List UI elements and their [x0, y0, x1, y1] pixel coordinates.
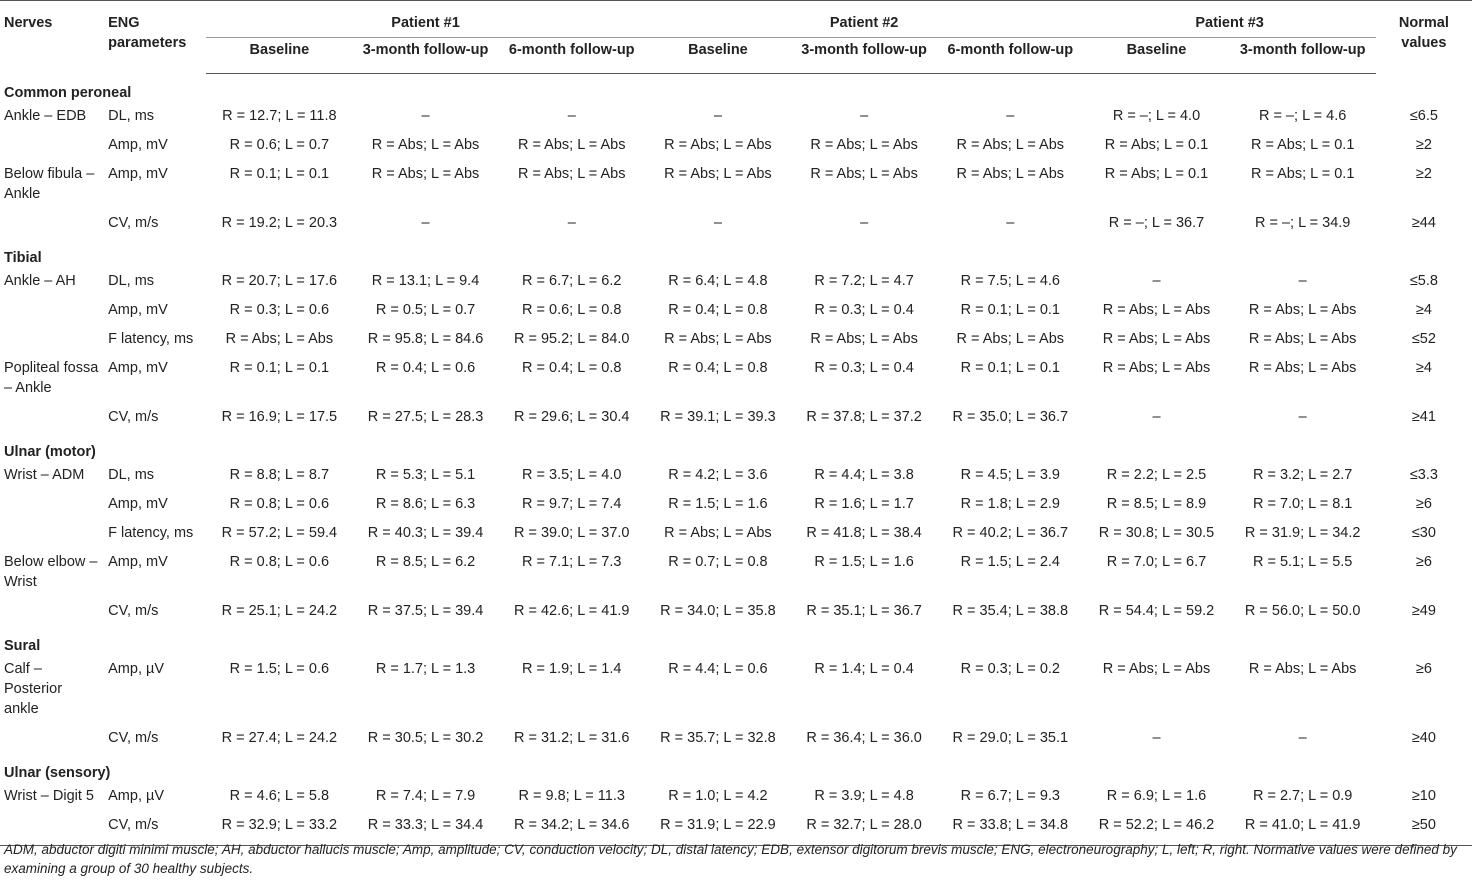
value-cell: R = 39.1; L = 39.3: [660, 409, 776, 425]
value-cell: R = 3.5; L = 4.0: [522, 467, 622, 483]
eng-parameter-cell: CV, m/s: [108, 215, 159, 231]
table-row: [0, 297, 1472, 326]
nerve-segment-cell: [0, 725, 104, 754]
eng-parameter-cell: Amp, mV: [108, 302, 168, 318]
eng-parameter-cell: Amp, µV: [108, 661, 165, 677]
nerve-segment-cell: Ankle – EDB: [4, 108, 87, 124]
header-p3-baseline: Baseline: [1083, 38, 1229, 74]
value-cell: R = Abs; L = Abs: [1248, 331, 1357, 347]
value-cell: R = Abs; L = Abs: [810, 137, 918, 153]
section-row-sural: [0, 627, 1472, 656]
nerve-segment-cell: [0, 404, 104, 433]
normal-value-cell: ≥10: [1411, 788, 1436, 804]
value-cell: R = 9.7; L = 7.4: [522, 496, 622, 512]
value-cell: R = 35.1; L = 36.7: [806, 603, 922, 619]
nerve-segment-cell: [0, 210, 104, 239]
value-cell: R = 27.4; L = 24.2: [221, 730, 338, 746]
value-cell: R = 29.0; L = 35.1: [952, 730, 1069, 746]
header-patient-2: Patient #2: [645, 1, 1084, 38]
value-cell: R = 31.2; L = 31.6: [513, 730, 630, 746]
value-cell: R = Abs; L = Abs: [1248, 360, 1357, 376]
value-cell: R = Abs; L = 0.1: [1250, 137, 1355, 153]
value-cell: R = 4.2; L = 3.6: [668, 467, 768, 483]
value-cell: R = 1.7; L = 1.3: [375, 661, 476, 677]
eng-parameter-cell: CV, m/s: [104, 812, 206, 846]
value-cell: R = Abs; L = Abs: [1248, 302, 1357, 318]
value-cell: R = 8.5; L = 6.2: [375, 554, 476, 570]
eng-parameter-cell: Amp, mV: [108, 166, 168, 182]
value-cell: R = 1.8; L = 2.9: [960, 496, 1060, 512]
normal-value-cell: ≥49: [1411, 603, 1436, 619]
table-row: [0, 355, 1472, 404]
value-cell: R = 7.5; L = 4.6: [960, 273, 1060, 289]
value-cell: R = Abs; L = Abs: [664, 166, 772, 182]
value-cell: R = 0.5; L = 0.7: [375, 302, 476, 318]
value-cell: –: [1006, 108, 1015, 124]
value-cell: R = 20.7; L = 17.6: [221, 273, 338, 289]
table-row: [0, 210, 1472, 239]
value-cell: R = Abs; L = Abs: [1102, 360, 1211, 376]
value-cell: R = 6.9; L = 1.6: [1106, 788, 1207, 804]
eng-parameter-cell: DL, ms: [108, 108, 155, 124]
nerve-segment-cell: [0, 297, 104, 326]
value-cell: R = 12.7; L = 11.8: [222, 108, 337, 124]
value-cell: –: [1298, 273, 1307, 289]
value-cell: –: [1152, 409, 1161, 425]
value-cell: –: [567, 108, 576, 124]
value-cell: R = Abs; L = Abs: [1102, 331, 1211, 347]
section-row-ulnar-sensory: [0, 754, 1472, 783]
section-row-ulnar-motor: [0, 433, 1472, 462]
header-patient-1: Patient #1: [206, 1, 645, 38]
value-cell: R = 0.1; L = 0.1: [960, 302, 1060, 318]
value-cell: R = 0.8; L = 0.6: [229, 554, 330, 570]
value-cell: R = 5.3; L = 5.1: [375, 467, 476, 483]
normal-value-cell: ≥4: [1415, 302, 1432, 318]
value-cell: R = 25.1; L = 24.2: [221, 603, 338, 619]
normal-value-cell: ≤5.8: [1409, 273, 1438, 289]
value-cell: R = 32.7; L = 28.0: [791, 812, 937, 846]
section-title: Common peroneal: [4, 85, 132, 101]
value-cell: R = 35.4; L = 38.8: [952, 603, 1069, 619]
value-cell: –: [860, 108, 869, 124]
value-cell: –: [567, 215, 576, 231]
value-cell: R = Abs; L = Abs: [664, 137, 772, 153]
value-cell: R = 40.2; L = 36.7: [952, 525, 1069, 541]
value-cell: R = 0.6; L = 0.7: [229, 137, 330, 153]
header-patient-3: Patient #3: [1083, 1, 1375, 38]
value-cell: R = –; L = 34.9: [1254, 215, 1351, 231]
table-row: [0, 725, 1472, 754]
eng-parameter-cell: Amp, mV: [108, 360, 168, 376]
eng-parameter-cell: F latency, ms: [108, 525, 194, 541]
value-cell: R = 6.4; L = 4.8: [668, 273, 768, 289]
normal-value-cell: ≥2: [1415, 137, 1432, 153]
value-cell: R = 19.2; L = 20.3: [221, 215, 338, 231]
value-cell: –: [1006, 215, 1015, 231]
value-cell: R = 8.8; L = 8.7: [229, 467, 330, 483]
value-cell: R = 13.1; L = 9.4: [371, 273, 480, 289]
table-row: [0, 783, 1472, 812]
value-cell: R = 7.2; L = 4.7: [814, 273, 914, 289]
header-p1-3-month: 3-month follow-up: [352, 38, 498, 74]
value-cell: –: [713, 215, 722, 231]
value-cell: R = 54.4; L = 59.2: [1098, 603, 1215, 619]
value-cell: R = 16.9; L = 17.5: [221, 409, 338, 425]
value-cell: R = 7.1; L = 7.3: [522, 554, 622, 570]
value-cell: R = –; L = 4.6: [1259, 108, 1347, 124]
table-row: [0, 103, 1472, 132]
value-cell: –: [1152, 730, 1161, 746]
table-footnote: ADM, abductor digiti minimi muscle; AH, abductor hallucis muscle; Amp, amplitude; CV, conduction velocity; DL, distal latency; EDB, extensor digitorum brevis muscle; ENG, electroneurography; L, left; R, right. Normative values were defined by examining a group of 30 healthy subjects.: [4, 842, 1457, 876]
value-cell: R = Abs; L = Abs: [517, 137, 626, 153]
nerve-segment-cell: [0, 132, 104, 161]
value-cell: R = Abs; L = Abs: [956, 166, 1065, 182]
value-cell: R = 35.0; L = 36.7: [952, 409, 1069, 425]
header-p2-baseline: Baseline: [645, 38, 791, 74]
value-cell: R = 56.0; L = 50.0: [1244, 603, 1361, 619]
value-cell: R = 0.3; L = 0.6: [229, 302, 330, 318]
value-cell: R = 42.6; L = 41.9: [513, 603, 630, 619]
eng-parameter-cell: F latency, ms: [108, 331, 194, 347]
value-cell: R = 95.2; L = 84.0: [513, 331, 630, 347]
value-cell: R = 41.8; L = 38.4: [806, 525, 922, 541]
value-cell: R = Abs; L = 0.1: [1250, 166, 1355, 182]
value-cell: R = Abs; L = Abs: [810, 331, 918, 347]
value-cell: R = 3.9; L = 4.8: [814, 788, 914, 804]
eng-parameter-cell: Amp, mV: [108, 496, 168, 512]
table-row: [0, 491, 1472, 520]
value-cell: R = 0.3; L = 0.4: [814, 360, 914, 376]
value-cell: R = Abs; L = Abs: [1102, 661, 1211, 677]
normal-value-cell: ≤30: [1411, 525, 1436, 541]
header-p1-6-month: 6-month follow-up: [499, 38, 645, 74]
value-cell: R = 0.3; L = 0.2: [960, 661, 1060, 677]
value-cell: R = 32.9; L = 33.2: [206, 812, 352, 846]
value-cell: R = 1.5; L = 2.4: [960, 554, 1060, 570]
value-cell: R = 31.9; L = 22.9: [645, 812, 791, 846]
nerve-segment-cell: Below elbow – Wrist: [4, 554, 98, 590]
value-cell: R = 35.7; L = 32.8: [660, 730, 776, 746]
value-cell: R = Abs; L = Abs: [664, 525, 772, 541]
value-cell: R = Abs; L = Abs: [956, 137, 1065, 153]
value-cell: R = Abs; L = 0.1: [1104, 166, 1209, 182]
value-cell: –: [421, 215, 430, 231]
nerve-segment-cell: Wrist – ADM: [4, 467, 85, 483]
value-cell: R = 0.4; L = 0.6: [375, 360, 476, 376]
nerve-segment-cell: [0, 326, 104, 355]
eng-parameter-cell: DL, ms: [108, 273, 155, 289]
value-cell: R = 4.4; L = 3.8: [814, 467, 914, 483]
value-cell: R = 34.2; L = 34.6: [499, 812, 645, 846]
table-row: [0, 598, 1472, 627]
table-row: [0, 132, 1472, 161]
value-cell: R = 7.4; L = 7.9: [375, 788, 476, 804]
nerve-segment-cell: [0, 520, 104, 549]
value-cell: R = 33.8; L = 34.8: [937, 812, 1083, 846]
section-title: Sural: [4, 638, 41, 654]
value-cell: –: [1298, 409, 1307, 425]
value-cell: –: [421, 108, 430, 124]
section-title: Tibial: [4, 250, 42, 266]
table-row: [0, 268, 1472, 297]
value-cell: R = 37.8; L = 37.2: [806, 409, 922, 425]
value-cell: R = 4.4; L = 0.6: [668, 661, 768, 677]
value-cell: R = 33.3; L = 34.4: [352, 812, 498, 846]
normal-value-cell: ≥2: [1415, 166, 1432, 182]
value-cell: R = 1.5; L = 1.6: [668, 496, 768, 512]
value-cell: R = 0.6; L = 0.8: [522, 302, 622, 318]
eng-parameter-cell: Amp, µV: [108, 788, 165, 804]
value-cell: R = 8.6; L = 6.3: [375, 496, 476, 512]
eng-parameter-cell: CV, m/s: [108, 603, 159, 619]
normal-value-cell: ≥6: [1415, 661, 1432, 677]
value-cell: R = 52.2; L = 46.2: [1083, 812, 1229, 846]
value-cell: R = 8.5; L = 8.9: [1106, 496, 1207, 512]
value-cell: R = Abs; L = 0.1: [1104, 137, 1209, 153]
value-cell: R = 2.7; L = 0.9: [1252, 788, 1353, 804]
value-cell: R = 39.0; L = 37.0: [513, 525, 630, 541]
nerve-segment-cell: Ankle – AH: [4, 273, 76, 289]
value-cell: R = 0.4; L = 0.8: [668, 302, 768, 318]
value-cell: –: [713, 108, 722, 124]
table-row: [0, 549, 1472, 598]
normal-value-cell: ≤52: [1411, 331, 1436, 347]
header-p3-3-month: 3-month follow-up: [1230, 38, 1376, 74]
normal-value-cell: ≥50: [1376, 812, 1472, 846]
value-cell: R = 1.5; L = 0.6: [229, 661, 330, 677]
value-cell: R = 1.0; L = 4.2: [668, 788, 768, 804]
nerve-segment-cell: [0, 598, 104, 627]
eng-parameter-cell: Amp, mV: [108, 137, 168, 153]
value-cell: R = 34.0; L = 35.8: [660, 603, 776, 619]
table-row: [0, 404, 1472, 433]
header-nerves: Nerves: [0, 1, 104, 74]
value-cell: R = 31.9; L = 34.2: [1244, 525, 1361, 541]
value-cell: –: [1152, 273, 1161, 289]
normal-value-cell: ≤3.3: [1409, 467, 1438, 483]
eng-parameter-cell: Amp, mV: [108, 554, 168, 570]
normal-value-cell: ≥6: [1415, 554, 1432, 570]
value-cell: R = 9.8; L = 11.3: [518, 788, 625, 804]
value-cell: R = 37.5; L = 39.4: [367, 603, 484, 619]
value-cell: R = 1.4; L = 0.4: [814, 661, 914, 677]
section-title: Ulnar (motor): [4, 444, 96, 460]
value-cell: R = 0.1; L = 0.1: [960, 360, 1060, 376]
value-cell: R = Abs; L = Abs: [371, 137, 480, 153]
value-cell: R = 1.9; L = 1.4: [522, 661, 622, 677]
section-title: Ulnar (sensory): [4, 765, 111, 781]
value-cell: R = Abs; L = Abs: [371, 166, 480, 182]
nerve-segment-cell: Below fibula – Ankle: [4, 166, 95, 202]
value-cell: R = 29.6; L = 30.4: [513, 409, 630, 425]
value-cell: R = 36.4; L = 36.0: [806, 730, 922, 746]
value-cell: R = 27.5; L = 28.3: [367, 409, 484, 425]
value-cell: R = 0.3; L = 0.4: [814, 302, 914, 318]
value-cell: R = 0.8; L = 0.6: [229, 496, 330, 512]
normal-value-cell: ≥41: [1411, 409, 1436, 425]
value-cell: R = 6.7; L = 6.2: [522, 273, 622, 289]
table-body: [0, 74, 1472, 846]
nerve-segment-cell: Calf – Posterior ankle: [4, 661, 63, 717]
value-cell: –: [1298, 730, 1307, 746]
header-p2-6-month: 6-month follow-up: [937, 38, 1083, 74]
value-cell: R = 41.0; L = 41.9: [1230, 812, 1376, 846]
value-cell: R = 0.7; L = 0.8: [668, 554, 768, 570]
value-cell: R = 3.2; L = 2.7: [1252, 467, 1353, 483]
normal-value-cell: ≤6.5: [1409, 108, 1438, 124]
value-cell: R = 4.5; L = 3.9: [960, 467, 1060, 483]
value-cell: R = 0.1; L = 0.1: [229, 166, 330, 182]
value-cell: R = Abs; L = Abs: [956, 331, 1065, 347]
value-cell: R = Abs; L = Abs: [1248, 661, 1357, 677]
nerve-segment-cell: Popliteal fossa – Ankle: [4, 360, 99, 396]
value-cell: R = –; L = 36.7: [1108, 215, 1205, 231]
value-cell: R = 2.2; L = 2.5: [1106, 467, 1207, 483]
section-row-common-peroneal: [0, 74, 1472, 104]
value-cell: R = 0.1; L = 0.1: [229, 360, 330, 376]
value-cell: R = 1.6; L = 1.7: [814, 496, 914, 512]
eng-parameter-cell: DL, ms: [108, 467, 155, 483]
eng-parameter-cell: CV, m/s: [108, 409, 159, 425]
value-cell: R = 30.8; L = 30.5: [1098, 525, 1215, 541]
value-cell: R = Abs; L = Abs: [225, 331, 334, 347]
value-cell: R = 6.7; L = 9.3: [960, 788, 1060, 804]
value-cell: R = Abs; L = Abs: [664, 331, 772, 347]
value-cell: R = 0.4; L = 0.8: [668, 360, 768, 376]
header-p2-3-month: 3-month follow-up: [791, 38, 937, 74]
table-row: [0, 326, 1472, 355]
value-cell: R = Abs; L = Abs: [810, 166, 918, 182]
normal-value-cell: ≥4: [1415, 360, 1432, 376]
value-cell: –: [860, 215, 869, 231]
value-cell: R = Abs; L = Abs: [517, 166, 626, 182]
value-cell: R = 40.3; L = 39.4: [367, 525, 484, 541]
value-cell: R = 4.6; L = 5.8: [229, 788, 330, 804]
eng-parameter-cell: CV, m/s: [108, 730, 159, 746]
value-cell: R = 30.5; L = 30.2: [367, 730, 484, 746]
section-row-tibial: [0, 239, 1472, 268]
header-eng-parameters: ENG parameters: [104, 1, 206, 74]
value-cell: R = 1.5; L = 1.6: [814, 554, 914, 570]
value-cell: R = 0.4; L = 0.8: [522, 360, 622, 376]
normal-value-cell: ≥40: [1411, 730, 1436, 746]
value-cell: R = Abs; L = Abs: [1102, 302, 1211, 318]
value-cell: R = 57.2; L = 59.4: [221, 525, 338, 541]
nerve-segment-cell: Wrist – Digit 5: [4, 788, 94, 804]
nerve-segment-cell: [0, 491, 104, 520]
value-cell: R = –; L = 4.0: [1112, 108, 1201, 124]
value-cell: R = 95.8; L = 84.6: [367, 331, 484, 347]
value-cell: R = 7.0; L = 6.7: [1106, 554, 1207, 570]
header-p1-baseline: Baseline: [206, 38, 352, 74]
table-row: [0, 656, 1472, 725]
table-row: [0, 161, 1472, 210]
table-row: [0, 462, 1472, 491]
value-cell: R = 7.0; L = 8.1: [1252, 496, 1353, 512]
header-normal-values: Normal values: [1376, 1, 1472, 74]
normal-value-cell: ≥6: [1415, 496, 1432, 512]
table-row: [0, 520, 1472, 549]
normal-value-cell: ≥44: [1411, 215, 1436, 231]
value-cell: R = 5.1; L = 5.5: [1252, 554, 1353, 570]
